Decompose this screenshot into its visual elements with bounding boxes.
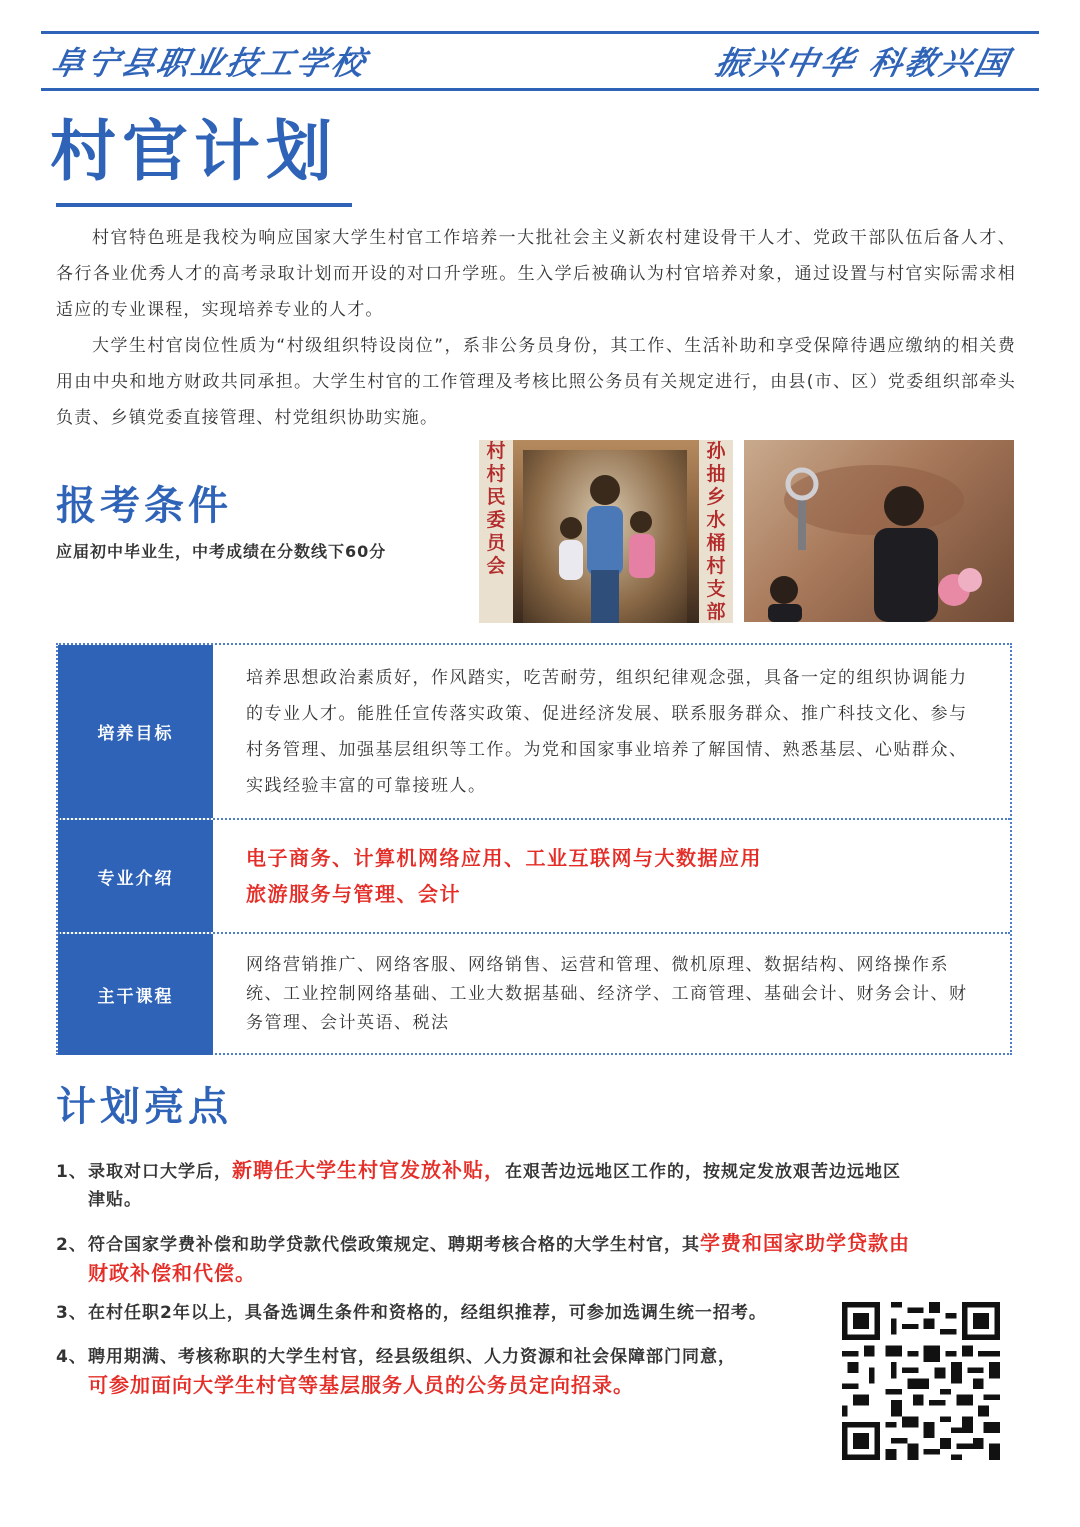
doorway-scene <box>523 450 687 623</box>
board-left-text: 村村民委员会 <box>486 440 506 577</box>
page-title: 村官计划 <box>50 113 338 190</box>
highlight-item-2 <box>56 1229 1016 1287</box>
highlight-emphasis: 可参加面向大学生村官等基层服务人员的公务员定向招录。 <box>88 1373 634 1397</box>
highlight-number: 3、 <box>56 1303 87 1323</box>
intro-paragraph-2: 大学生村官岗位性质为“村级组织特设岗位”，系非公务员身份，其工作、生活补助和享受保障待遇应缴纳的相关费用由中央和地方财政共同承担。大学生村官的工作管理及考核比照公务员有关规定进行，由县(市、区）党委组织部牵头负责、乡镇党委直接管理、村党组织协助实施。 <box>56 336 1016 428</box>
people-silhouette <box>523 450 687 623</box>
highlight-number: 4、 <box>56 1347 87 1367</box>
highlight-number: 1、 <box>56 1162 87 1182</box>
school-name-logo: 阜宁县职业技工学校 <box>47 44 372 82</box>
photo-village-official-with-children <box>479 440 733 623</box>
highlight-text: 聘用期满、考核称职的大学生村官，经县级组织、人力资源和社会保障部门同意， <box>88 1347 736 1367</box>
highlight-text: 符合国家学费补偿和助学贷款代偿政策规定、聘期考核合格的大学生村官，其 <box>88 1235 700 1255</box>
goal-cell <box>213 645 1010 818</box>
header-bottom-rule <box>41 88 1039 91</box>
village-board-left <box>479 440 513 623</box>
majors-cell <box>213 820 1010 932</box>
table-row-majors <box>58 818 1010 932</box>
courses-cell <box>213 934 1010 1055</box>
highlight-emphasis: 财政补偿和代偿。 <box>88 1261 256 1285</box>
highlight-text: 录取对口大学后， <box>88 1162 232 1182</box>
table-row-courses <box>58 932 1010 1055</box>
highlight-emphasis: 新聘任大学生村官发放补贴， <box>232 1158 505 1182</box>
goal-label: 培养目标 <box>58 645 213 818</box>
table-row-goal <box>58 645 1010 818</box>
highlight-text: 在村任职2年以上，具备选调生条件和资格的，经组织推荐，可参加选调生统一招考。 <box>88 1303 767 1323</box>
highlight-number: 2、 <box>56 1235 87 1255</box>
award-winner-silhouette <box>744 440 1014 622</box>
requirements-text: 应届初中毕业生，中考成绩在分数线下60分 <box>56 542 387 561</box>
majors-line-2: 旅游服务与管理、会计 <box>246 882 461 906</box>
courses-label: 主干课程 <box>58 934 213 1055</box>
title-underline <box>56 203 352 207</box>
photo-award-ceremony <box>744 440 1014 622</box>
intro-paragraph-1: 村官特色班是我校为响应国家大学生村官工作培养一大批社会主义新农村建设骨干人才、党政干部队伍后备人才、各行各业优秀人才的高考录取计划而开设的对口升学班。生入学后被确认为村官培养对象，通过设置与村官实际需求相适应的专业课程，实现培养专业的人才。 <box>56 228 1016 320</box>
qr-code <box>842 1302 1000 1460</box>
courses-text: 网络营销推广、网络客服、网络销售、运营和管理、微机原理、数据结构、网络操作系统、工业控制网络基础、工业大数据基础、经济学、工商管理、基础会计、财务会计、财务管理、会计英语、税法 <box>246 955 968 1033</box>
highlight-emphasis: 学费和国家助学贷款由 <box>700 1231 910 1255</box>
goal-text: 培养思想政治素质好，作风踏实，吃苦耐劳，组织纪律观念强，具备一定的组织协调能力的专业人才。能胜任宣传落实政策、促进经济发展、联系服务群众、推广科技文化、参与村务管理、加强基层组织等工作。为党和国家事业培养了解国情、熟悉基层、心贴群众、实践经验丰富的可靠接班人。 <box>246 667 968 796</box>
highlight-item-1 <box>56 1156 1016 1214</box>
board-right-text: 孙抽乡水桶村支部 <box>706 440 726 623</box>
highlight-text: 在艰苦边远地区工作的，按规定发放艰苦边远地区 <box>505 1162 901 1182</box>
highlight-item-3 <box>56 1299 846 1327</box>
majors-line-1: 电子商务、计算机网络应用、工业互联网与大数据应用 <box>246 846 762 870</box>
village-board-right <box>699 440 733 623</box>
program-info-table <box>56 643 1012 1055</box>
highlights-title: 计划亮点 <box>56 1084 232 1130</box>
majors-label: 专业介绍 <box>58 820 213 932</box>
requirements-title: 报考条件 <box>56 483 232 529</box>
highlight-text: 津贴。 <box>88 1190 142 1210</box>
highlight-item-4 <box>56 1343 846 1399</box>
slogan-calligraphy: 振兴中华 科教兴国 <box>711 44 1015 82</box>
header-top-rule <box>41 31 1039 34</box>
